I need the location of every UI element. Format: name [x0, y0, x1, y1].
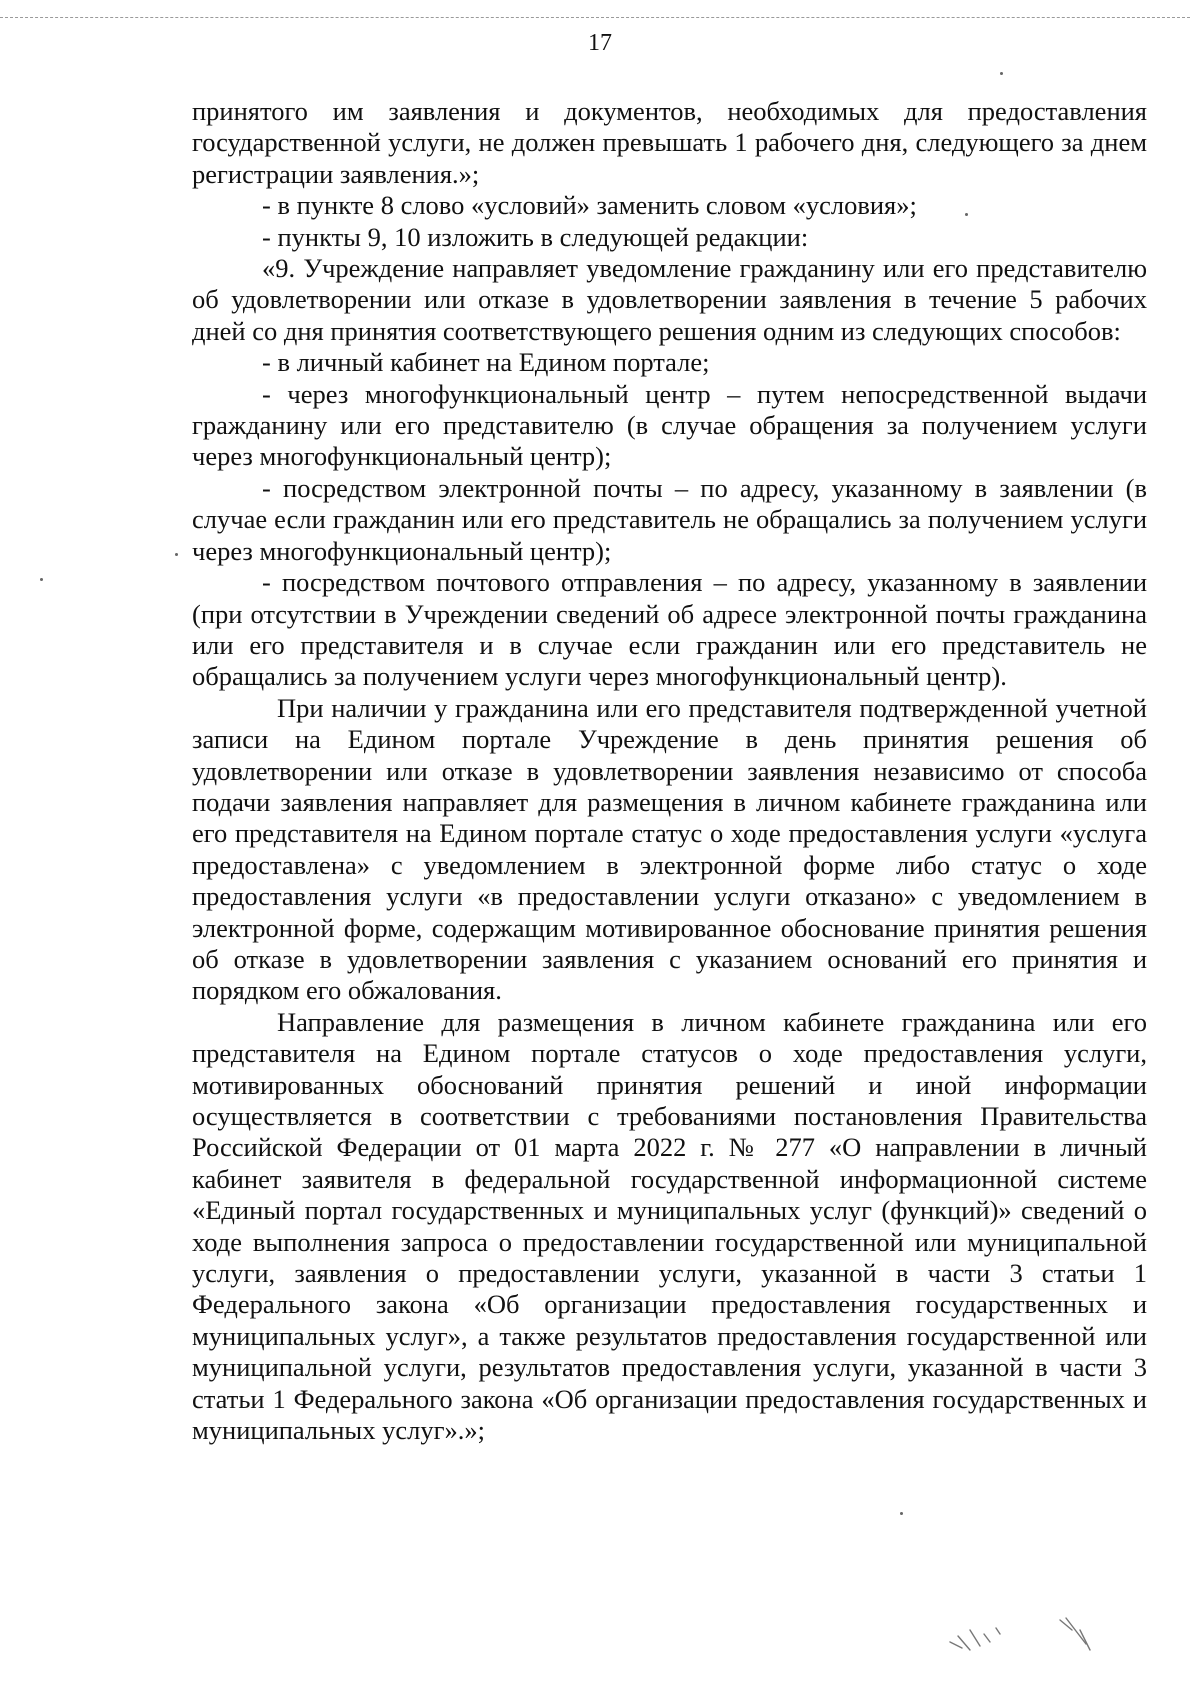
document-body: [192, 96, 1147, 1446]
scan-speck: [965, 213, 968, 216]
scan-speck: [40, 578, 43, 581]
scan-speck: [175, 553, 178, 556]
list-item-personal-cabinet: - в личный кабинет на Едином портале;: [262, 347, 710, 378]
paragraph-continuation: принятого им заявления и документов, необходимых для предоставления государственной услуги, не должен превышать 1 рабочего дня, следующего за днем регистрации заявления.»;: [192, 96, 1147, 189]
list-item-postal: - посредством почтового отправления – по адресу, указанному в заявлении (при отсутствии в Учреждении сведений об адресе электронной почты гражданина или его представителя и в случае если гражданин или его представитель не обращались за получением услуги через многофункциональный центр).: [192, 567, 1147, 692]
scan-top-edge: [0, 17, 1190, 18]
paragraph-item-point-8: - в пункте 8 слово «условий» заменить словом «условия»;: [262, 190, 917, 221]
paragraph-item-points-9-10: - пункты 9, 10 изложить в следующей редакции:: [262, 221, 809, 252]
paragraph-point-9: «9. Учреждение направляет уведомление гражданину или его представителю об удовлетворении или отказе в удовлетворении заявления в течение 5 рабочих дней со дня принятия соответствующего решения одним из следующих способов:: [192, 253, 1147, 346]
scan-speck: [900, 1512, 903, 1515]
scan-marks: [940, 1600, 1180, 1670]
paragraph-status-direction: Направление для размещения в личном кабинете гражданина или его представителя на Едином портале статусов о ходе предоставления услуги, мотивированных обоснований принятия решений и иной информации осуществляется в соответствии с требованиями постановления Правительства Российской Федерации от 01 марта 2022 г. № 277 «О направлении в личный кабинет заявителя в федеральной государственной информационной системе «Единый портал государственных и муниципальных услуг (функций)» сведений о ходе выполнения запроса о предоставлении государственной или муниципальной услуги, заявления о предоставлении услуги, указанной в части 3 статьи 1 Федерального закона «Об организации предоставления государственных и муниципальных услуг», а также результатов предоставления государственной или муниципальной услуги, результатов предоставления услуги, указанной в части 3 статьи 1 Федерального закона «Об организации предоставления государственных и муниципальных услуг».»;: [192, 1006, 1147, 1446]
scan-speck: [1000, 72, 1003, 75]
list-item-mfc: - через многофункциональный центр – путем непосредственной выдачи гражданину или его представителю (в случае обращения за получением услуги через многофункциональный центр);: [192, 378, 1147, 472]
page-number: 17: [588, 30, 612, 56]
paragraph-confirmed-account: При наличии у гражданина или его представителя подтвержденной учетной записи на Едином портале Учреждение в день принятия решения об удовлетворении или отказе в удовлетворении заявления независимо от способа подачи заявления направляет для размещения в личном кабинете гражданина или его представителя на Едином портале статус о ходе предоставления услуги «услуга предоставлена» с уведомлением в электронной форме либо статус о ходе предоставления услуги «в предоставлении услуги отказано» с уведомлением в электронной форме, содержащим мотивированное обоснование принятия решения об отказе в удовлетворении заявления с указанием оснований его принятия и порядком его обжалования.: [192, 692, 1147, 1006]
list-item-email: - посредством электронной почты – по адресу, указанному в заявлении (в случае если гражданин или его представитель не обращались за получением услуги через многофункциональный центр);: [192, 472, 1147, 566]
